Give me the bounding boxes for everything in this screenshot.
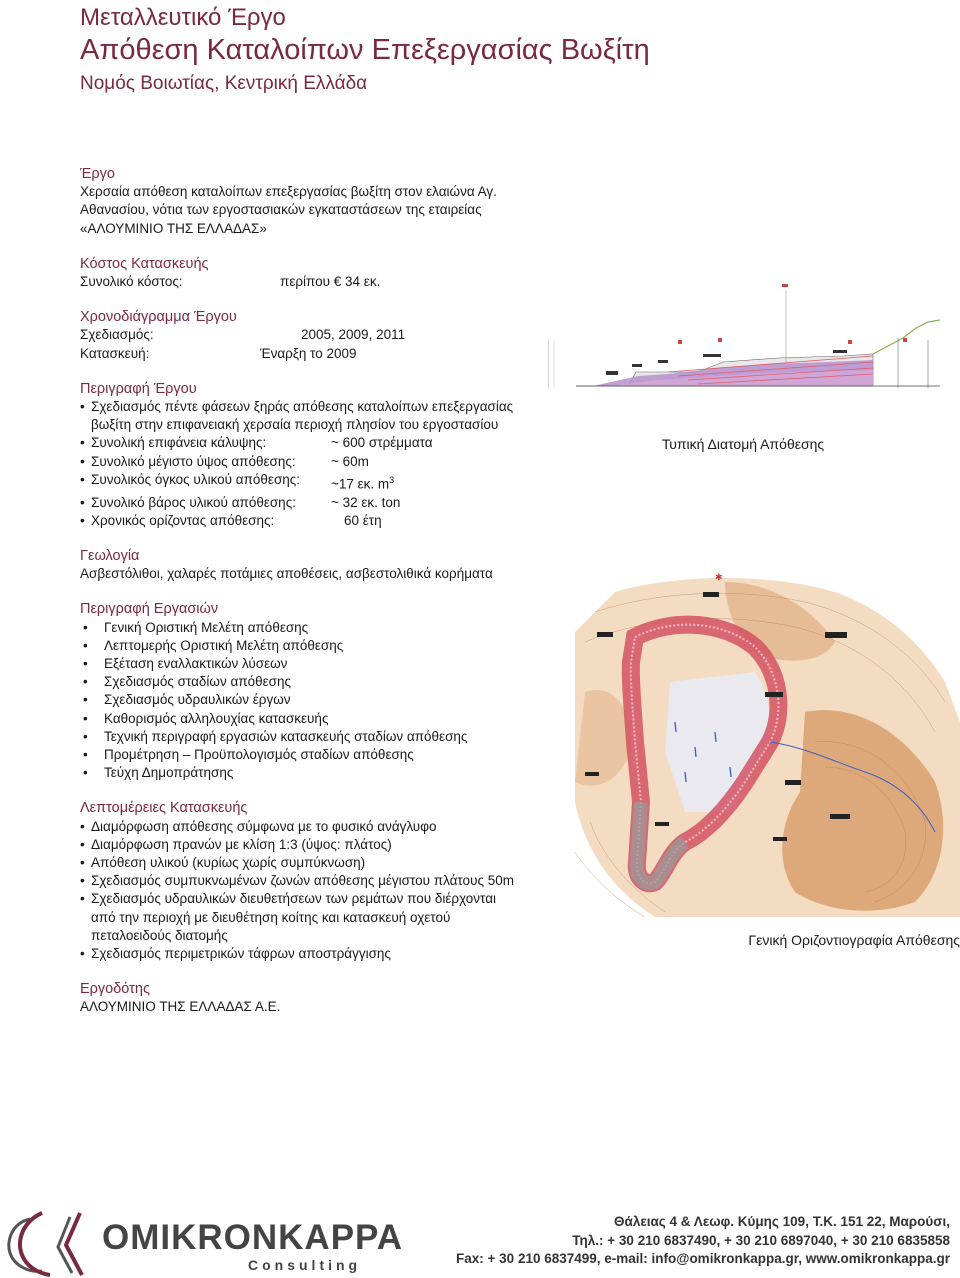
list-item	[80, 434, 550, 452]
item-line-3: πεταλοειδούς διατομής	[91, 927, 228, 943]
list-item: • Απόθεση υλικού (κυρίως χωρίς συμπύκνωση)	[80, 854, 550, 872]
company-logo-subtitle: Consulting	[248, 1257, 362, 1273]
design-row	[80, 326, 550, 344]
geology-heading: Γεωλογία	[80, 547, 140, 564]
project-section	[80, 165, 550, 238]
header	[80, 2, 650, 95]
item-value: ~ 600 στρέμματα	[331, 435, 433, 451]
plan-view-figure	[575, 572, 960, 917]
cross-section-caption: Τυπική Διατομή Απόθεσης	[661, 436, 825, 452]
item-label: • Συνολικός όγκος υλικού απόθεσης:	[91, 471, 301, 487]
list-item: • Τεύχη Δημοπράτησης	[80, 764, 550, 782]
list-item	[80, 890, 550, 945]
construction-label: Κατασκευή:	[80, 345, 150, 361]
list-item: • Σχεδιασμός συμπυκνωμένων ζωνών απόθεσης μέγιστου πλάτους 50m	[80, 872, 550, 890]
item-value: 60 έτη	[344, 512, 382, 528]
geology-section	[80, 547, 550, 583]
project-type-heading: Μεταλλευτικό Έργο	[80, 4, 286, 31]
details-section	[80, 799, 550, 963]
project-title: Απόθεση Καταλοίπων Επεξεργασίας Βωξίτη	[80, 34, 650, 66]
works-section	[80, 600, 550, 782]
list-item: • Διαμόρφωση πρανών με κλίση 1:3 (ύψος: πλάτος)	[80, 836, 550, 854]
cost-value: περίπου € 34 εκ.	[280, 274, 381, 290]
list-item: • Προμέτρηση – Προϋπολογισμός σταδίων απόθεσης	[80, 746, 550, 764]
cost-section	[80, 255, 550, 291]
contact-phone: Τηλ.: + 30 210 6837490, + 30 210 6897040, + 30 210 6835858	[572, 1232, 950, 1248]
geology-text: Ασβεστόλιθοι, χαλαρές ποτάμιες αποθέσεις, ασβεστολιθικά κορήματα	[80, 566, 493, 582]
project-location: Νομός Βοιωτίας, Κεντρική Ελλάδα	[80, 73, 368, 94]
description-heading: Περιγραφή Έργου	[80, 380, 197, 397]
list-item: • Σχεδιασμός σταδίων απόθεσης	[80, 673, 550, 691]
list-item	[80, 471, 550, 494]
item-label: • Χρονικός ορίζοντας απόθεσης:	[91, 512, 275, 528]
client-name: ΑΛΟΥΜΙΝΙΟ ΤΗΣ ΕΛΛΑΔΑΣ Α.Ε.	[80, 999, 281, 1015]
cross-section-figure	[548, 280, 940, 395]
list-item: • Σχεδιασμός υδραυλικών έργων	[80, 691, 550, 709]
project-heading: Έργο	[80, 166, 115, 182]
list-item: • Διαμόρφωση απόθεσης σύμφωνα με το φυσικό ανάγλυφο	[80, 818, 550, 836]
list-item	[80, 453, 550, 471]
description-intro-line-1: Σχεδιασμός πέντε φάσεων ξηράς απόθεσης καταλοίπων επεξεργασίας	[91, 399, 514, 415]
list-item	[80, 512, 550, 530]
contact-info	[456, 1213, 950, 1269]
list-item: • Καθορισμός αλληλουχίας κατασκευής	[80, 710, 550, 728]
project-details	[80, 165, 550, 1034]
cost-row	[80, 273, 550, 291]
project-line-2: Αθανασίου, νότια των εργοστασιακών εγκαταστάσεων της εταιρείας	[80, 202, 482, 218]
list-item: • Εξέταση εναλλακτικών λύσεων	[80, 655, 550, 673]
item-label: • Συνολική επιφάνεια κάλυψης:	[91, 435, 267, 451]
construction-value: Έναρξη το 2009	[260, 345, 357, 361]
works-heading: Περιγραφή Εργασιών	[80, 601, 219, 618]
unit-exponent: 3	[389, 474, 395, 485]
contact-fax-email-web: Fax: + 30 210 6837499, e-mail: info@omikronkappa.gr, www.omikronkappa.gr	[456, 1251, 950, 1266]
item-value: ~ 32 εκ. ton	[331, 494, 401, 510]
list-item: • Λεπτομερής Οριστική Μελέτη απόθεσης	[80, 637, 550, 655]
item-line-1: Σχεδιασμός υδραυλικών διευθετήσεων των ρεμάτων που διέρχονται	[91, 891, 497, 907]
construction-row	[80, 345, 550, 363]
list-item: • Σχεδιασμός περιμετρικών τάφρων αποστράγγισης	[80, 945, 550, 963]
project-line-1: Χερσαία απόθεση καταλοίπων επεξεργασίας βωξίτη στον ελαιώνα Αγ.	[80, 184, 497, 200]
item-label: • Συνολικό βάρος υλικού απόθεσης:	[91, 494, 296, 510]
item-line-2: από την περιοχή με διευθέτηση κοίτης και κατασκευή οχετού	[91, 909, 451, 925]
item-value: ~17 εκ. m	[331, 476, 390, 492]
description-intro-line-2: βωξίτη στην επιφανειακή χερσαία περιοχή πλησίον του εργοστασίου	[91, 417, 499, 433]
company-logo-text: OMIKRONKAPPA	[102, 1218, 404, 1257]
item-value: ~ 60m	[331, 453, 369, 469]
client-heading: Εργοδότης	[80, 981, 150, 998]
details-heading: Λεπτομέρειες Κατασκευής	[80, 800, 248, 817]
project-line-3: «ΑΛΟΥΜΙΝΙΟ ΤΗΣ ΕΛΛΑΔΑΣ»	[80, 220, 267, 236]
item-label: • Συνολικό μέγιστο ύψος απόθεσης:	[91, 453, 296, 469]
list-item	[80, 494, 550, 512]
svg-text:✱: ✱	[715, 572, 723, 582]
design-label: Σχεδιασμός:	[80, 327, 154, 343]
schedule-section	[80, 308, 550, 363]
list-item: • Τεχνική περιγραφή εργασιών κατασκευής σταδίων απόθεσης	[80, 728, 550, 746]
design-value: 2005, 2009, 2011	[301, 327, 406, 343]
description-intro	[80, 398, 550, 434]
description-section	[80, 380, 550, 530]
list-item: • Γενική Οριστική Μελέτη απόθεσης	[80, 619, 550, 637]
schedule-heading: Χρονοδιάγραμμα Έργου	[80, 309, 237, 326]
client-section	[80, 980, 550, 1016]
cost-label: Συνολικό κόστος:	[80, 274, 183, 290]
plan-view-caption: Γενική Οριζοντιογραφία Απόθεσης	[748, 932, 960, 948]
cost-heading: Κόστος Κατασκευής	[80, 255, 209, 272]
contact-address: Θάλειας 4 & Λεωφ. Κύμης 109, Τ.Κ. 151 22, Μαρούσι,	[614, 1214, 950, 1229]
